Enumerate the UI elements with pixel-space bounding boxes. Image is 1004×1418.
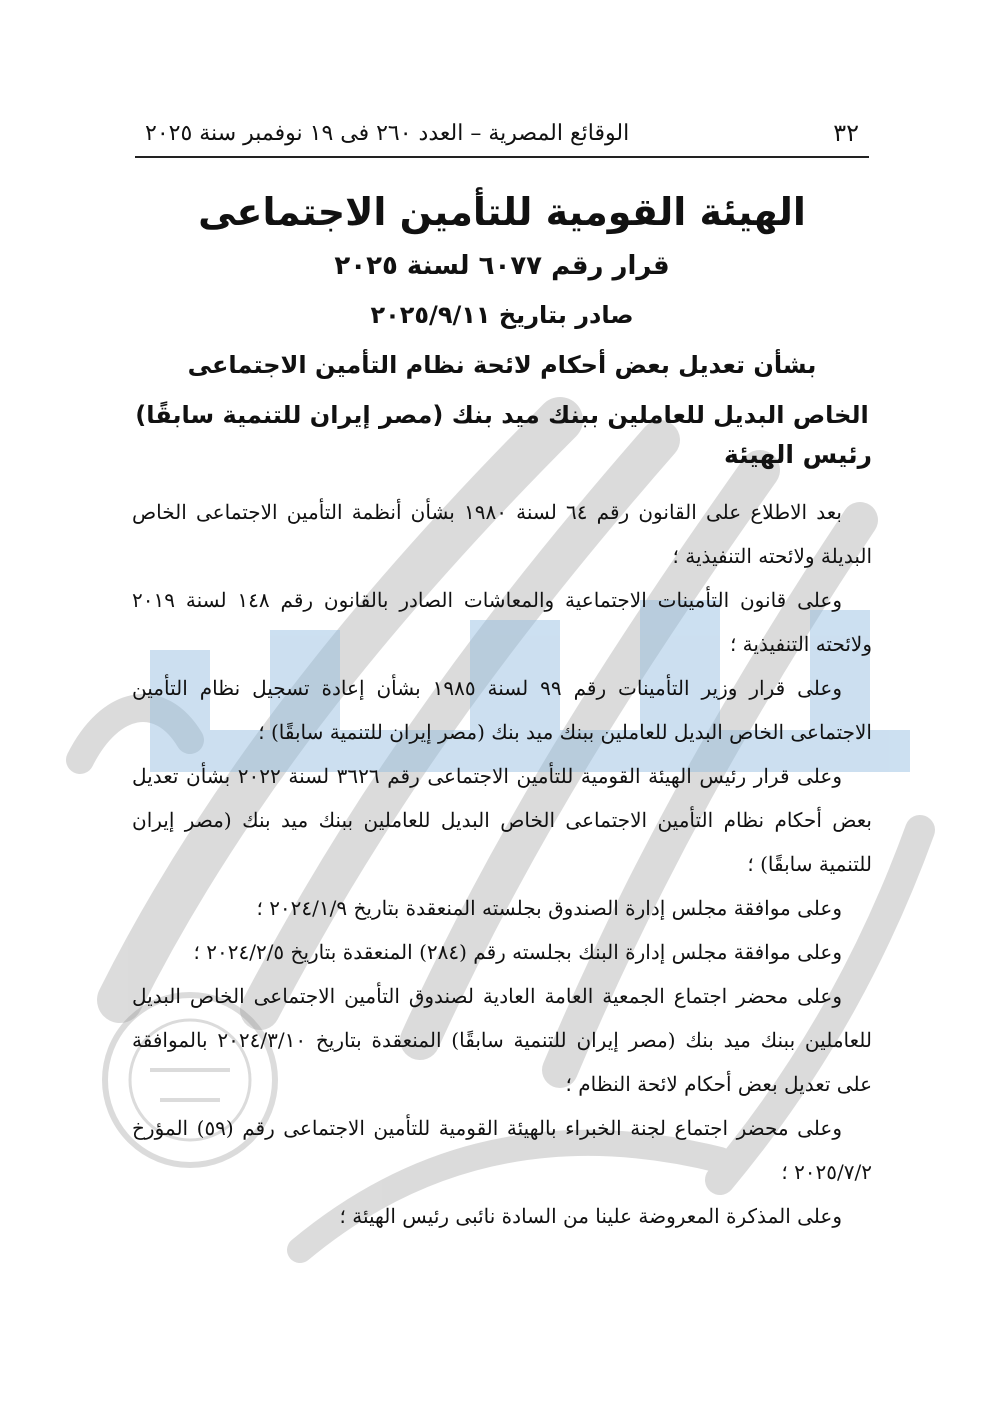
preamble-paragraph: وعلى المذكرة المعروضة علينا من السادة نائبى رئيس الهيئة ؛ <box>339 1204 842 1228</box>
gazette-issue-line: الوقائع المصرية – العدد ٢٦٠ فى ١٩ نوفمبر سنة ٢٠٢٥ <box>145 120 630 146</box>
preamble-paragraph: وعلى محضر اجتماع الجمعية العامة العادية لصندوق التأمين الاجتماعى الخاص البديل للعاملين ببنك ميد بنك (مصر إيران للتنمية سابقًا) المنعقدة بتاريخ ٢٠٢٤/٣/١٠ بالموافقة على تعديل بعض أحكام لائحة النظام ؛ <box>132 984 872 1096</box>
preamble-paragraph: وعلى قرار وزير التأمينات رقم ٩٩ لسنة ١٩٨٥ بشأن إعادة تسجيل نظام التأمين الاجتماعى الخاص البديل للعاملين ببنك ميد بنك (مصر إيران للتنمية سابقًا) ؛ <box>132 676 872 744</box>
chairman-heading: رئيس الهيئة <box>723 440 872 469</box>
preamble-paragraph: وعلى موافقة مجلس إدارة البنك بجلسته رقم (٢٨٤) المنعقدة بتاريخ ٢٠٢٤/٢/٥ ؛ <box>193 940 842 964</box>
issue-date: صادر بتاريخ ٢٠٢٥/٩/١١ <box>370 301 634 329</box>
subject-line-1: بشأن تعديل بعض أحكام لائحة نظام التأمين الاجتماعى <box>187 351 817 379</box>
preamble-paragraph: بعد الاطلاع على القانون رقم ٦٤ لسنة ١٩٨٠ بشأن أنظمة التأمين الاجتماعى الخاص البديلة ولائحته التنفيذية ؛ <box>132 500 872 568</box>
title-block <box>120 182 884 440</box>
page-number: ٣٢ <box>833 119 859 147</box>
running-header <box>135 110 869 158</box>
authority-title: الهيئة القومية للتأمين الاجتماعى <box>198 190 806 234</box>
preamble-body <box>132 490 872 1238</box>
preamble-paragraph: وعلى قرار رئيس الهيئة القومية للتأمين الاجتماعى رقم ٣٦٢٦ لسنة ٢٠٢٢ بشأن تعديل بعض أحكام نظام التأمين الاجتماعى الخاص البديل للعاملين ببنك ميد بنك (مصر إيران للتنمية سابقًا) ؛ <box>132 764 872 876</box>
preamble-paragraph: وعلى موافقة مجلس إدارة الصندوق بجلسته المنعقدة بتاريخ ٢٠٢٤/١/٩ ؛ <box>256 896 842 920</box>
preamble-paragraph: وعلى محضر اجتماع لجنة الخبراء بالهيئة القومية للتأمين الاجتماعى رقم (٥٩) المؤرخ ٢٠٢٥/٧/٢ ؛ <box>132 1116 872 1184</box>
preamble-paragraph: وعلى قانون التأمينات الاجتماعية والمعاشات الصادر بالقانون رقم ١٤٨ لسنة ٢٠١٩ ولائحته التنفيذية ؛ <box>132 588 872 656</box>
decision-number: قرار رقم ٦٠٧٧ لسنة ٢٠٢٥ <box>334 251 670 281</box>
subject-line-2: الخاص البديل للعاملين ببنك ميد بنك (مصر إيران للتنمية سابقًا) <box>135 401 869 429</box>
